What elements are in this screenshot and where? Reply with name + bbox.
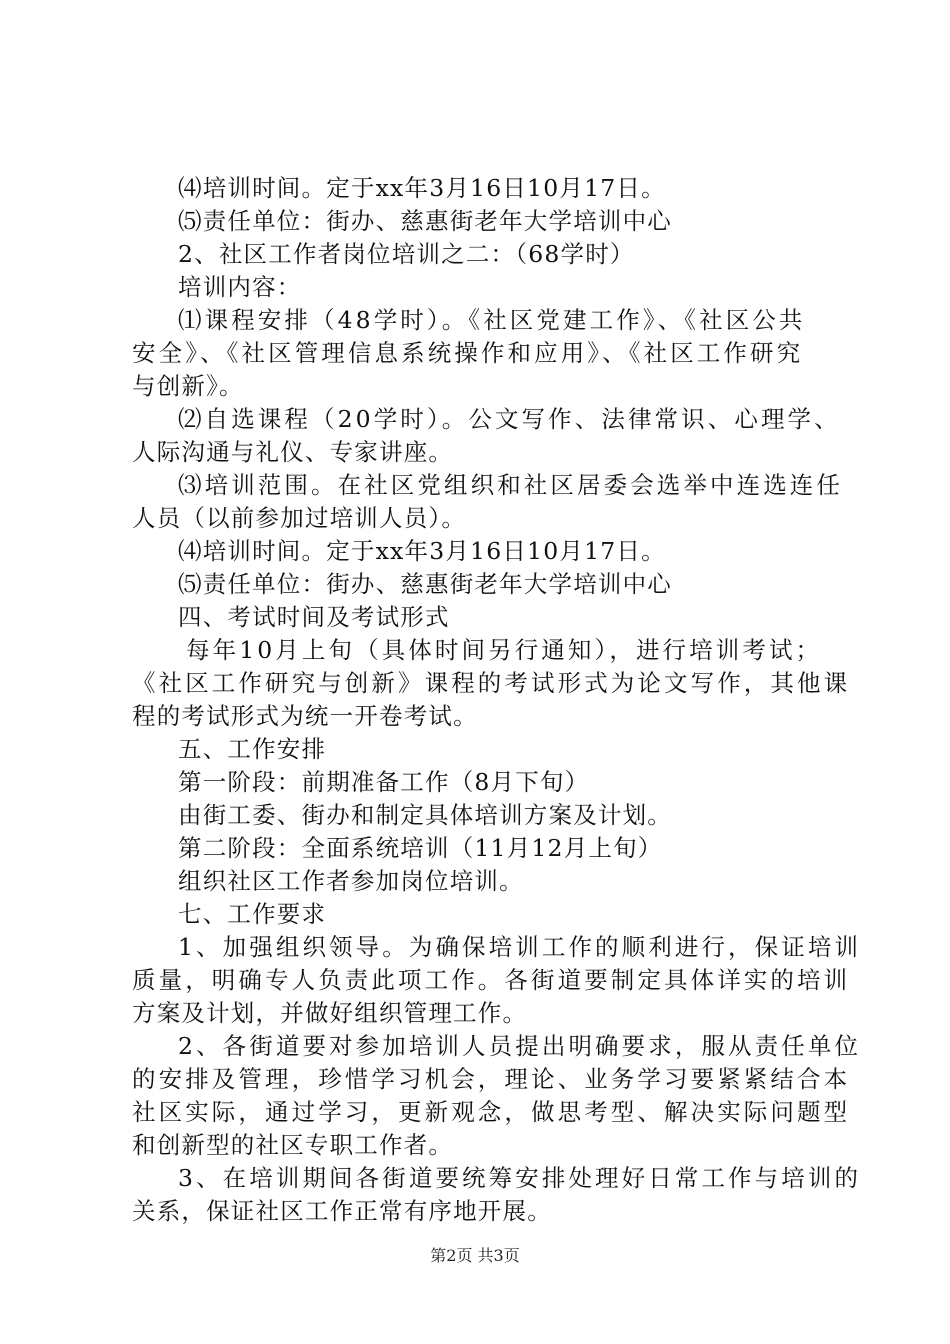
text-line: 社区实际，通过学习，更新观念，做思考型、解决实际问题型 [132, 1098, 851, 1126]
page-number-footer: 第2页 共3页 [430, 1246, 520, 1265]
text-line: 人际沟通与礼仪、专家讲座。 [132, 438, 454, 466]
text-line: ⑸责任单位：街办、慈惠街老年大学培训中心 [178, 207, 672, 235]
text-line: 培训内容： [178, 273, 302, 301]
text-line: 关系，保证社区工作正常有序地开展。 [132, 1197, 552, 1225]
text-line: ⑵自选课程（20学时）。公文写作、法律常识、心理学、 [178, 405, 841, 433]
text-line: 2、各街道要对参加培训人员提出明确要求，服从责任单位 [178, 1032, 862, 1060]
document-body [132, 172, 862, 1228]
text-line: 2、社区工作者岗位培训之二：（68学时） [178, 240, 635, 268]
section-heading: 四、考试时间及考试形式 [178, 603, 450, 631]
text-line: 1、加强组织领导。为确保培训工作的顺利进行，保证培训 [178, 933, 862, 961]
text-line: 程的考试形式为统一开卷考试。 [132, 702, 478, 730]
text-line: ⑷培训时间。定于xx年3月16日10月17日。 [178, 174, 666, 202]
text-line: 3、在培训期间各街道要统筹安排处理好日常工作与培训的 [178, 1164, 862, 1192]
text-line: ⑶培训范围。在社区党组织和社区居委会选举中连选连任 [178, 471, 843, 499]
text-line: 人员（以前参加过培训人员）。 [132, 504, 467, 532]
text-line: 方案及计划，并做好组织管理工作。 [132, 999, 528, 1027]
text-line: 和创新型的社区专职工作者。 [132, 1131, 454, 1159]
text-line: 《社区工作研究与创新》课程的考试形式为论文写作，其他课 [132, 669, 851, 697]
section-heading: 七、工作要求 [178, 900, 327, 928]
text-line: 第二阶段：全面系统培训（11月12月上旬） [178, 834, 663, 862]
text-line: ⑸责任单位：街办、慈惠街老年大学培训中心 [178, 570, 672, 598]
text-line: ⑷培训时间。定于xx年3月16日10月17日。 [178, 537, 666, 565]
text-line: ⑴课程安排（48学时）。《社区党建工作》、《社区公共 [178, 306, 806, 334]
text-line: 质量，明确专人负责此项工作。各街道要制定具体详实的培训 [132, 966, 851, 994]
text-line: 的安排及管理，珍惜学习机会，理论、业务学习要紧紧结合本 [132, 1065, 851, 1093]
text-line: 第一阶段：前期准备工作（8月下旬） [178, 768, 590, 796]
text-line: 与创新》。 [132, 372, 244, 400]
text-line: 安全》、《社区管理信息系统操作和应用》、《社区工作研究 [132, 339, 804, 367]
text-line: 每年10月上旬（具体时间另行通知），进行培训考试； [186, 636, 823, 664]
section-heading: 五、工作安排 [178, 735, 327, 763]
text-line: 由街工委、街办和制定具体培训方案及计划。 [178, 801, 672, 829]
text-line: 组织社区工作者参加岗位培训。 [178, 867, 524, 895]
